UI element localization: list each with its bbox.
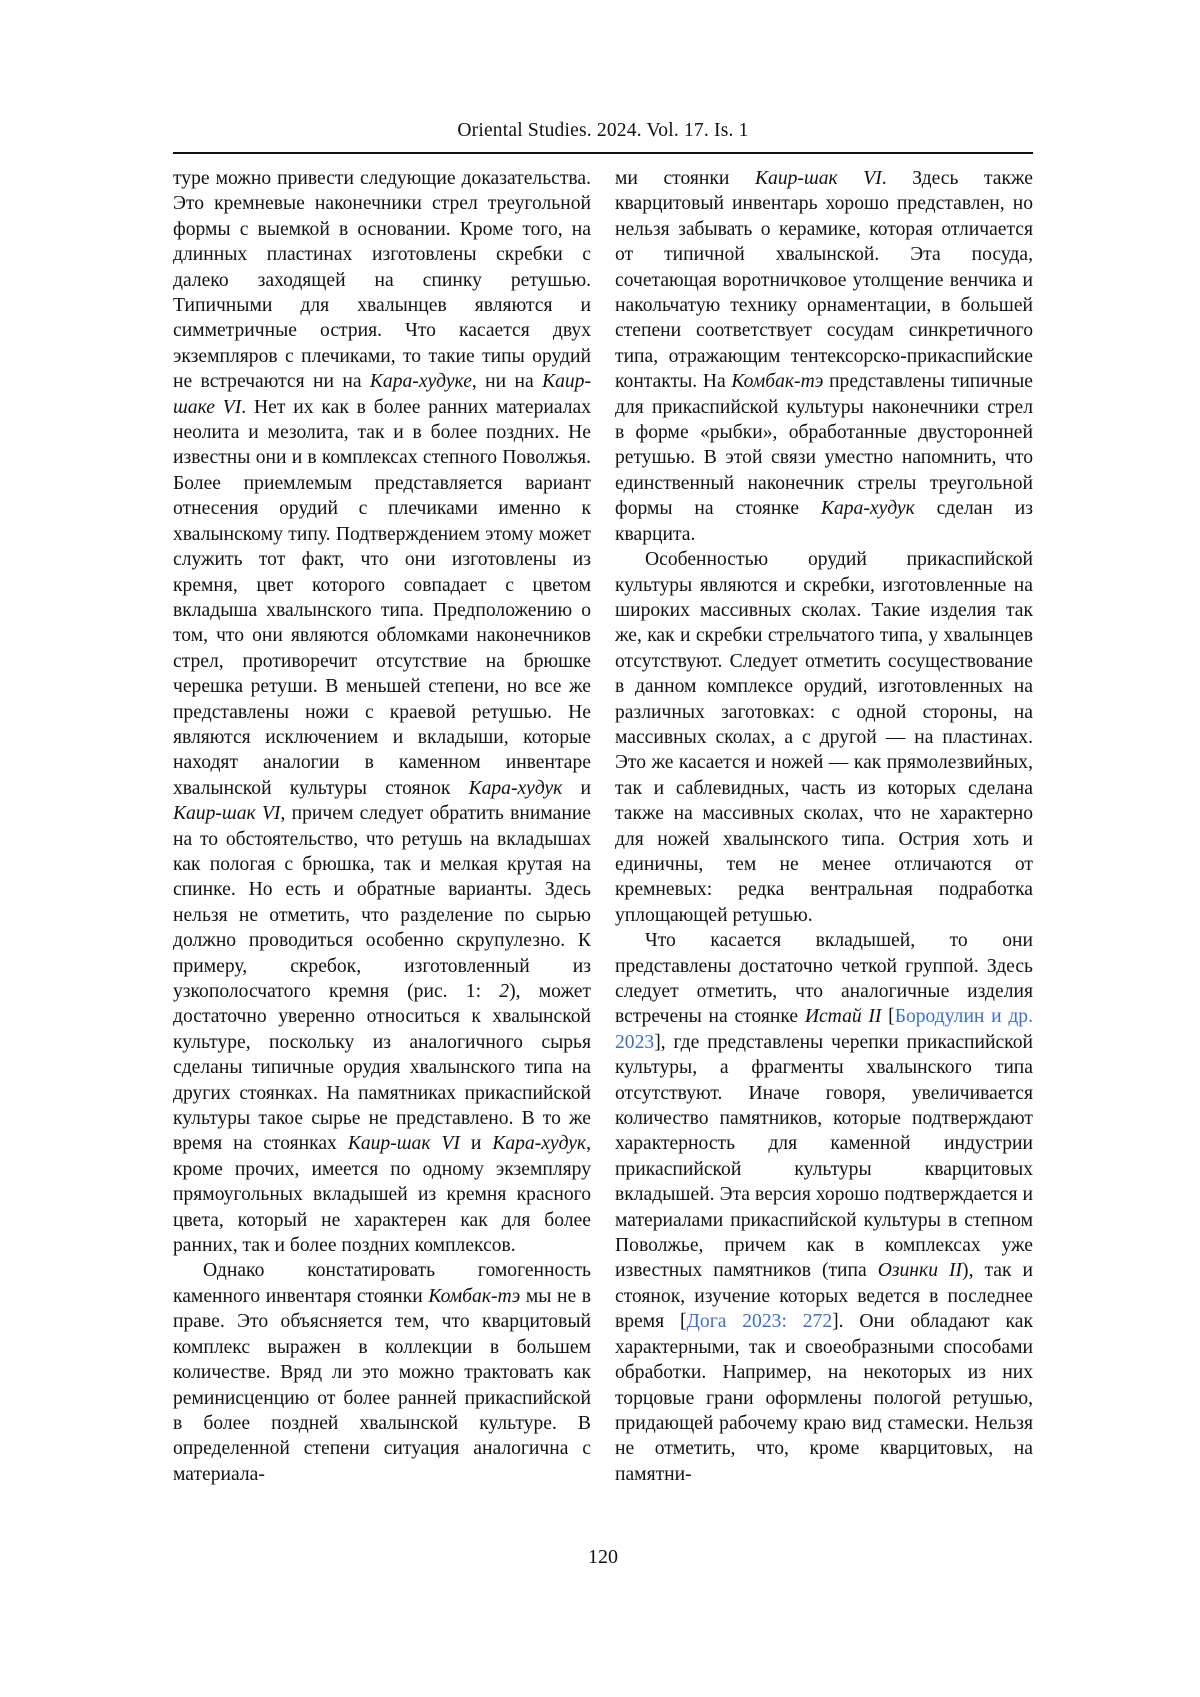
site-name: Комбак-тэ — [731, 371, 824, 393]
text-run: ми стоянки — [615, 168, 756, 189]
site-name: Кара-худук — [492, 1133, 587, 1155]
left-column — [173, 166, 591, 1487]
paragraph — [615, 928, 1033, 1487]
text-run: ]. Они обладают как характерными, так и своеобразными способами обработки. Например, на некоторых из них торцовые грани оформлены пологой ретушью, придающей рабочему краю вид стамески. Нельзя не отметить, что, кроме кварцитовых, на памятни- — [615, 1311, 1034, 1485]
figure-ref: 2 — [499, 981, 510, 1002]
running-header — [173, 120, 1033, 142]
site-name: Каир-шаке VI — [173, 371, 592, 418]
text-run: Что касается вкладышей, то они представлены достаточно четкой группой. Здесь следует отметить, что аналогичные изделия встречены на стоянке — [615, 930, 1033, 1028]
text-run: Однако констатировать гомогенность каменного инвентаря стоянки — [173, 1260, 591, 1307]
citation-link[interactable]: Дога 2023: 272 — [686, 1311, 833, 1333]
text-run: и — [562, 777, 592, 799]
right-column — [615, 166, 1033, 1487]
text-run: сделан из кварцита. — [615, 498, 1033, 545]
site-name: Озинки II — [877, 1260, 963, 1282]
paragraph — [173, 166, 591, 1258]
text-run: туре можно привести следующие доказательства. Это кремневые наконечники стрел треугольной формы с выемкой в основании. Кроме того, на длинных пластинах изготовлены скребки с далеко заходящей на спинку ретушью. Типичными для хвалынцев являются и симметричные острия. Что касается двух экземпляров с плечиками, то такие типы орудий не встречаются ни на — [173, 168, 591, 393]
text-run: Особенностью орудий прикаспийской культуры являются и скребки, изготовленные на широких массивных сколах. Такие изделия так же, как и скребки стрельчатого типа, у хвалынцев отсутствуют. Следует отметить сосуществование в данном комплексе орудий, изготовленных на различных заготовках: с одной стороны, на массивных сколах, а с другой — на пластинах. Это же касается и ножей — как прямолезвийных, так и саблевидных, часть из которых сделана также на массивных сколах, что не характерно для ножей хвалынского типа. Острия хоть и единичны, тем не менее отличаются от кремневых: редка вентральная подработка уплощающей ретушью. — [615, 549, 1033, 926]
text-run: , ни на — [471, 371, 543, 393]
text-run: . Нет их как в более ранних материалах неолита и мезолита, так и в более поздних. Не известны они и в комплексах степного Поволжья. Более приемлемым представляется вариант отнесения орудий с плечиками именно к хвалынскому типу. Подтверждением этому может служить тот факт, что они изготовлены из кремня, цвет которого совпадает с цветом вкладыша хвалынского типа. Предположению о том, что они являются обломками наконечников стрел, противоречит отсутствие на брюшке черешка ретуши. В меньшей степени, но все же представлены ножи с краевой ретушью. Не являются исключением и вкладыши, которые находят аналогии в каменном инвентаре хвалынской культуры стоянок — [173, 396, 591, 799]
site-name: Кара-худуке — [369, 371, 472, 393]
site-name: Каир-шак VI — [347, 1133, 460, 1155]
paragraph — [615, 166, 1033, 547]
text-run: представлены типичные для прикаспийской культуры наконечники стрел в форме «рыбки», обработанные двусторонней ретушью. В этой связи уместно напомнить, что единственный наконечник стрелы треугольной формы на стоянке — [615, 371, 1033, 520]
site-name: Кара-худук — [820, 498, 915, 520]
text-run: мы не в праве. Это объясняется тем, что кварцитовый комплекс выражен в коллекции в большем количестве. Вряд ли это можно трактовать как реминисценцию от более ранней прикаспийской в более поздней хвалынской культуре. В определенной степени ситуация аналогична с материала- — [173, 1285, 591, 1485]
text-run: и — [459, 1133, 493, 1155]
site-name: Каир-шак VI — [755, 168, 882, 189]
paragraph — [615, 547, 1033, 928]
text-run: ), может достаточно уверенно относиться к хвалынской культуре, поскольку из аналогичного сырья сделаны типичные орудия хвалынского типа на других стоянках. На памятниках прикаспийской культуры такое сырье не представлено. В то же время на стоянках — [173, 981, 591, 1155]
paragraph — [173, 1258, 591, 1487]
text-run: , причем следует обратить внимание на то обстоятельство, что ретушь на вкладышах как пологая с брюшка, так и мелкая крутая на спинке. Но есть и обратные варианты. Здесь нельзя не отметить, что разделение по сырью должно проводиться особенно скрупулезно. К примеру, скребок, изготовленный из узкополосчатого кремня (рис. 1: — [173, 803, 591, 1002]
text-run: . Здесь также кварцитовый инвентарь хорошо представлен, но нельзя забывать о керамике, которая отличается от типичной хвалынской. Эта посуда, сочетающая воротничковое утолщение венчика и накольчатую технику орнаментации, в большей степени соответствует сосудам синкретичного типа, отражающим тентексорско-прикаспийские контакты. На — [615, 168, 1033, 393]
page-number: 120 — [588, 1546, 618, 1568]
site-name: Кара-худук — [468, 777, 563, 799]
text-run: ], где представлены черепки прикаспийской культуры, а фрагменты хвалынского типа отсутствуют. Иначе говоря, увеличивается количество памятников, которые подтверждают характерность для каменной индустрии прикаспийской культуры кварцитовых вкладышей. Эта версия хорошо подтверждается и материалами прикаспийской культуры в степном Поволжье, причем как в комплексах уже известных памятников (типа — [615, 1031, 1033, 1282]
site-name: Каир-шак VI — [173, 803, 281, 825]
site-name: Комбак-тэ — [428, 1285, 521, 1307]
citation-link[interactable]: Бородулин и др. 2023 — [615, 1006, 1033, 1053]
journal-title: Oriental Studies. 2024. Vol. 17. Is. 1 — [457, 120, 749, 141]
site-name: Истай II — [804, 1006, 882, 1028]
header-rule — [173, 152, 1033, 154]
text-run: [ — [881, 1006, 895, 1028]
text-run: , кроме прочих, имеется по одному экземпляру прямоугольных вкладышей из кремня красного цвета, который не характерен как для более ранних, так и более поздних комплексов. — [173, 1133, 591, 1257]
text-run: ), так и стоянок, изучение которых ведется в последнее время [ — [615, 1260, 1033, 1333]
